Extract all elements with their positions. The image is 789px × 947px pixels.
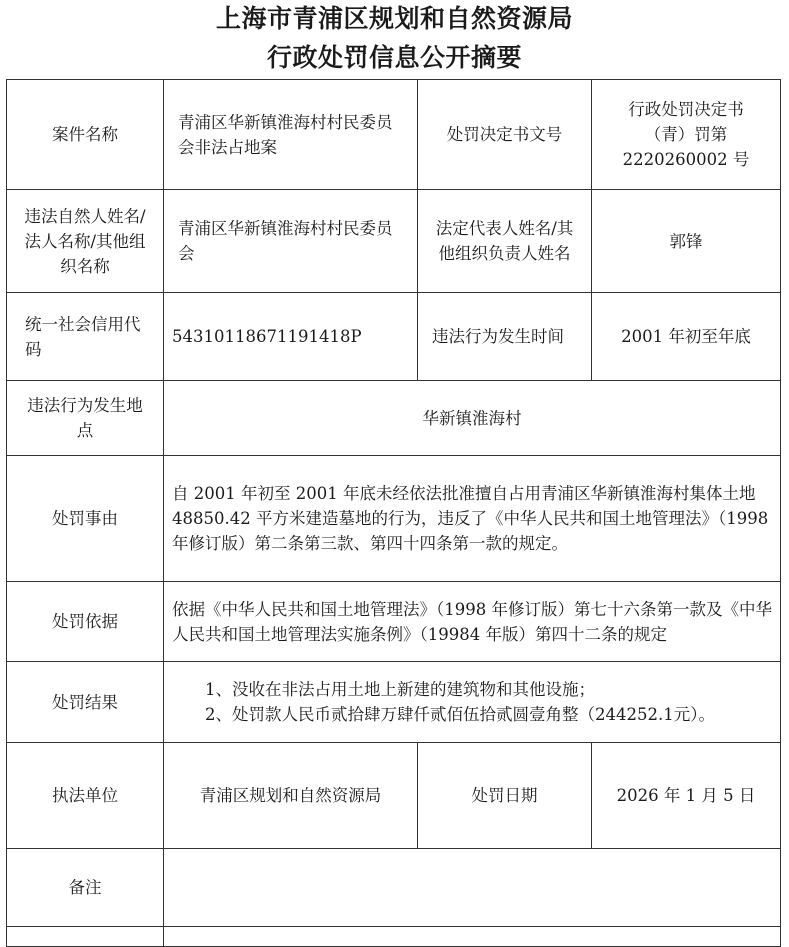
decision-number-value: 行政处罚决定书（青）罚第2220260002 号 [592,80,781,190]
penalty-result-item: 2、处罚款人民币贰拾肆万肆仟贰佰伍拾贰圆壹角整（244252.1元）。 [205,705,715,724]
table-cell [7,927,164,947]
violation-place-value: 华新镇淮海村 [164,381,781,456]
table-row [7,381,781,456]
table-row [7,743,781,849]
case-name-value: 青浦区华新镇淮海村村民委员会非法占地案 [164,80,418,190]
table-row [7,662,781,743]
legal-representative-value: 郭锋 [592,190,781,293]
credit-code-label: 统一社会信用代码 [7,293,164,381]
table-row [7,849,781,927]
legal-representative-label: 法定代表人姓名/其他组织负责人姓名 [418,190,592,293]
table-row [7,80,781,190]
table-row [7,190,781,293]
penalty-basis-label: 处罚依据 [7,582,164,662]
penalty-reason-value: 自 2001 年初至 2001 年底未经依法批准擅自占用青浦区华新镇淮海村集体土地 48850.42 平方米建造墓地的行为，违反了《中华人民共和国土地管理法》（1998 年修订版）第二条第三款、第四十四条第一款的规定。 [164,456,781,582]
credit-code-value: 54310118671191418P [164,293,418,381]
penalty-result-value [164,662,781,743]
penalty-info-table [6,79,781,947]
violation-time-label: 违法行为发生时间 [418,293,592,381]
penalty-date-value: 2026 年 1 月 5 日 [592,743,781,849]
decision-number-label: 处罚决定书文号 [418,80,592,190]
penalty-date-label: 处罚日期 [418,743,592,849]
table-row [7,927,781,947]
penalty-reason-label: 处罚事由 [7,456,164,582]
remarks-value [164,849,781,927]
enforcement-unit-value: 青浦区规划和自然资源局 [164,743,418,849]
table-cell [164,927,781,947]
case-name-label: 案件名称 [7,80,164,190]
violator-name-value: 青浦区华新镇淮海村村民委员会 [164,190,418,293]
document-title: 上海市青浦区规划和自然资源局 [215,4,573,33]
remarks-label: 备注 [7,849,164,927]
document-subtitle: 行政处罚信息公开摘要 [266,43,522,72]
table-row [7,456,781,582]
penalty-result-label: 处罚结果 [7,662,164,743]
table-row [7,293,781,381]
table-row [7,582,781,662]
penalty-result-item: 1、没收在非法占用土地上新建的建筑物和其他设施； [205,680,595,699]
violation-time-value: 2001 年初至年底 [592,293,781,381]
violation-place-label: 违法行为发生地点 [7,381,164,456]
penalty-basis-value: 依据《中华人民共和国土地管理法》（1998 年修订版）第七十六条第一款及《中华人民共和国土地管理法实施条例》（19984 年版）第四十二条的规定 [164,582,781,662]
enforcement-unit-label: 执法单位 [7,743,164,849]
violator-name-label: 违法自然人姓名/法人名称/其他组织名称 [7,190,164,293]
